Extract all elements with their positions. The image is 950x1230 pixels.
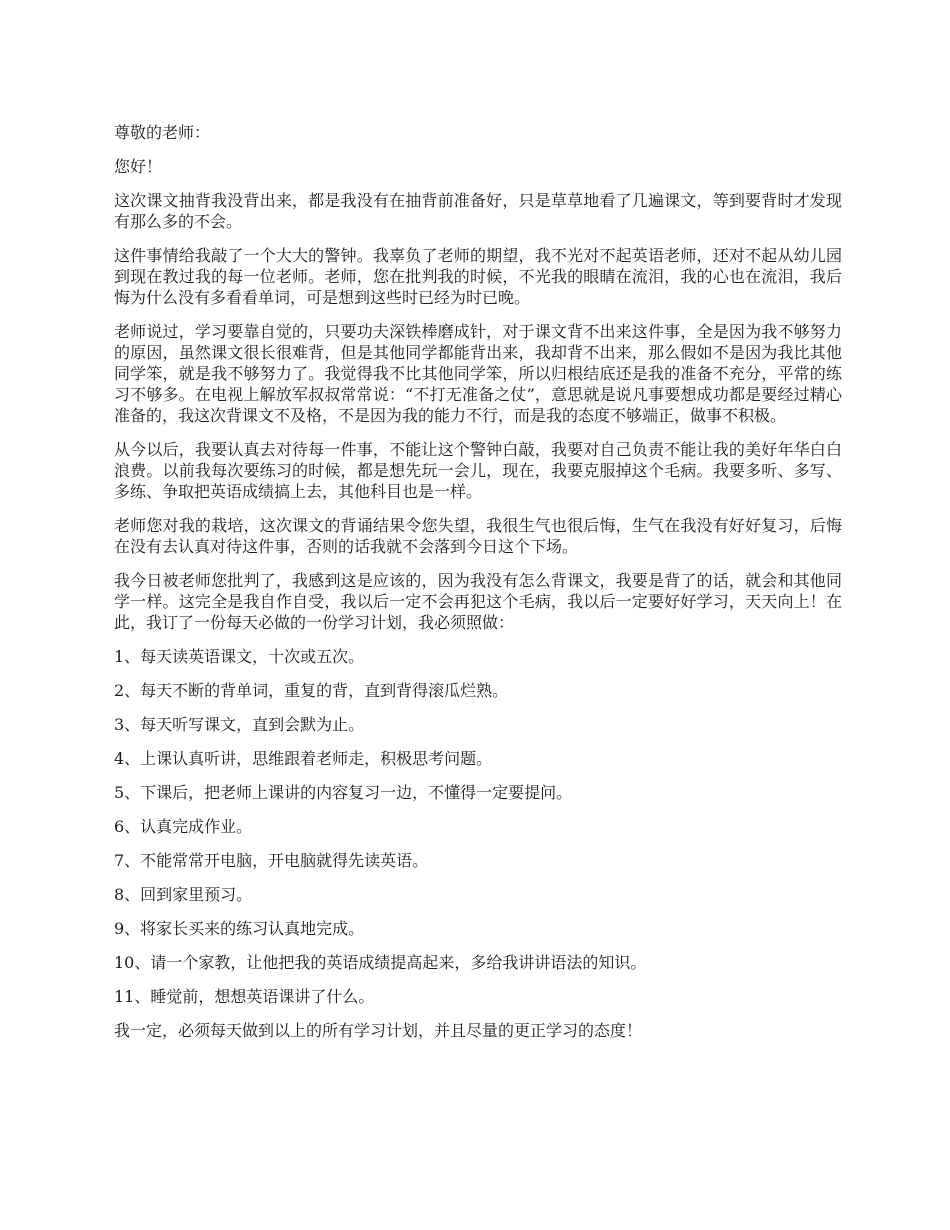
letter-salutation: 尊敬的老师： — [114, 123, 211, 142]
study-plan-list — [114, 646, 842, 1007]
body-paragraph-5: 老师您对我的栽培，这次课文的背诵结果令您失望，我很生气也很后悔，生气在我没有好好复习，后悔在没有去认真对待这件事，否则的话我就不会落到今日这个下场。 — [114, 516, 842, 556]
plan-item-9: 9、将家长买来的练习认真地完成。 — [114, 919, 365, 938]
body-paragraph-3: 老师说过，学习要靠自觉的，只要功夫深铁棒磨成针，对于课文背不出来这件事，全是因为我不够努力的原因，虽然课文很长很难背，但是其他同学都能背出来，我却背不出来，那么假如不是因为我比其他同学笨，就是我不够努力了。我觉得我不比其他同学笨，所以归根结底还是我的准备不充分，平常的练习不够多。在电视上解放军叔叔常常说：“不打无准备之仗”，意思就是说凡事要想成功都是要经过精心准备的，我这次背课文不及格，不是因为我的能力不行，而是我的态度不够端正，做事不积极。 — [114, 322, 842, 425]
plan-item-8: 8、回到家里预习。 — [114, 885, 253, 904]
plan-item-6: 6、认真完成作业。 — [114, 817, 253, 836]
plan-item-3: 3、每天听写课文，直到会默为止。 — [114, 715, 365, 734]
letter-greeting: 您好！ — [114, 157, 163, 176]
body-paragraph-6: 我今日被老师您批判了，我感到这是应该的，因为我没有怎么背课文，我要是背了的话，就会和其他同学一样。这完全是我自作自受，我以后一定不会再犯这个毛病，我以后一定要好好学习，天天向上！在此，我订了一份每天必做的一份学习计划，我必须照做： — [114, 571, 842, 632]
body-paragraph-4: 从今以后，我要认真去对待每一件事，不能让这个警钟白敲，我要对自己负责不能让我的美好年华白白浪费。以前我每次要练习的时候，都是想先玩一会儿，现在，我要克服掉这个毛病。我要多听、多写、多练、争取把英语成绩搞上去，其他科目也是一样。 — [114, 440, 842, 501]
plan-item-5: 5、下课后，把老师上课讲的内容复习一边，不懂得一定要提问。 — [114, 783, 573, 802]
plan-item-1: 1、每天读英语课文，十次或五次。 — [114, 647, 365, 666]
plan-item-4: 4、上课认真听讲，思维跟着老师走，积极思考问题。 — [114, 749, 493, 768]
plan-item-10: 10、请一个家教，让他把我的英语成绩提高起来，多给我讲讲语法的知识。 — [114, 953, 647, 972]
body-paragraph-2: 这件事情给我敲了一个大大的警钟。我辜负了老师的期望，我不光对不起英语老师，还对不起从幼儿园到现在教过我的每一位老师。老师，您在批判我的时候，不光我的眼睛在流泪，我的心也在流泪，我后悔为什么没有多看看单词，可是想到这些时已经为时已晚。 — [114, 246, 842, 307]
plan-item-2: 2、每天不断的背单词，重复的背，直到背得滚瓜烂熟。 — [114, 681, 509, 700]
plan-item-11: 11、睡觉前，想想英语课讲了什么。 — [114, 987, 375, 1006]
plan-item-7: 7、不能常常开电脑，开电脑就得先读英语。 — [114, 851, 429, 870]
body-paragraph-1: 这次课文抽背我没背出来，都是我没有在抽背前准备好，只是草草地看了几遍课文，等到要背时才发现有那么多的不会。 — [114, 191, 842, 231]
document-page — [114, 122, 842, 1054]
letter-closing: 我一定，必须每天做到以上的所有学习计划，并且尽量的更正学习的态度！ — [114, 1021, 643, 1040]
